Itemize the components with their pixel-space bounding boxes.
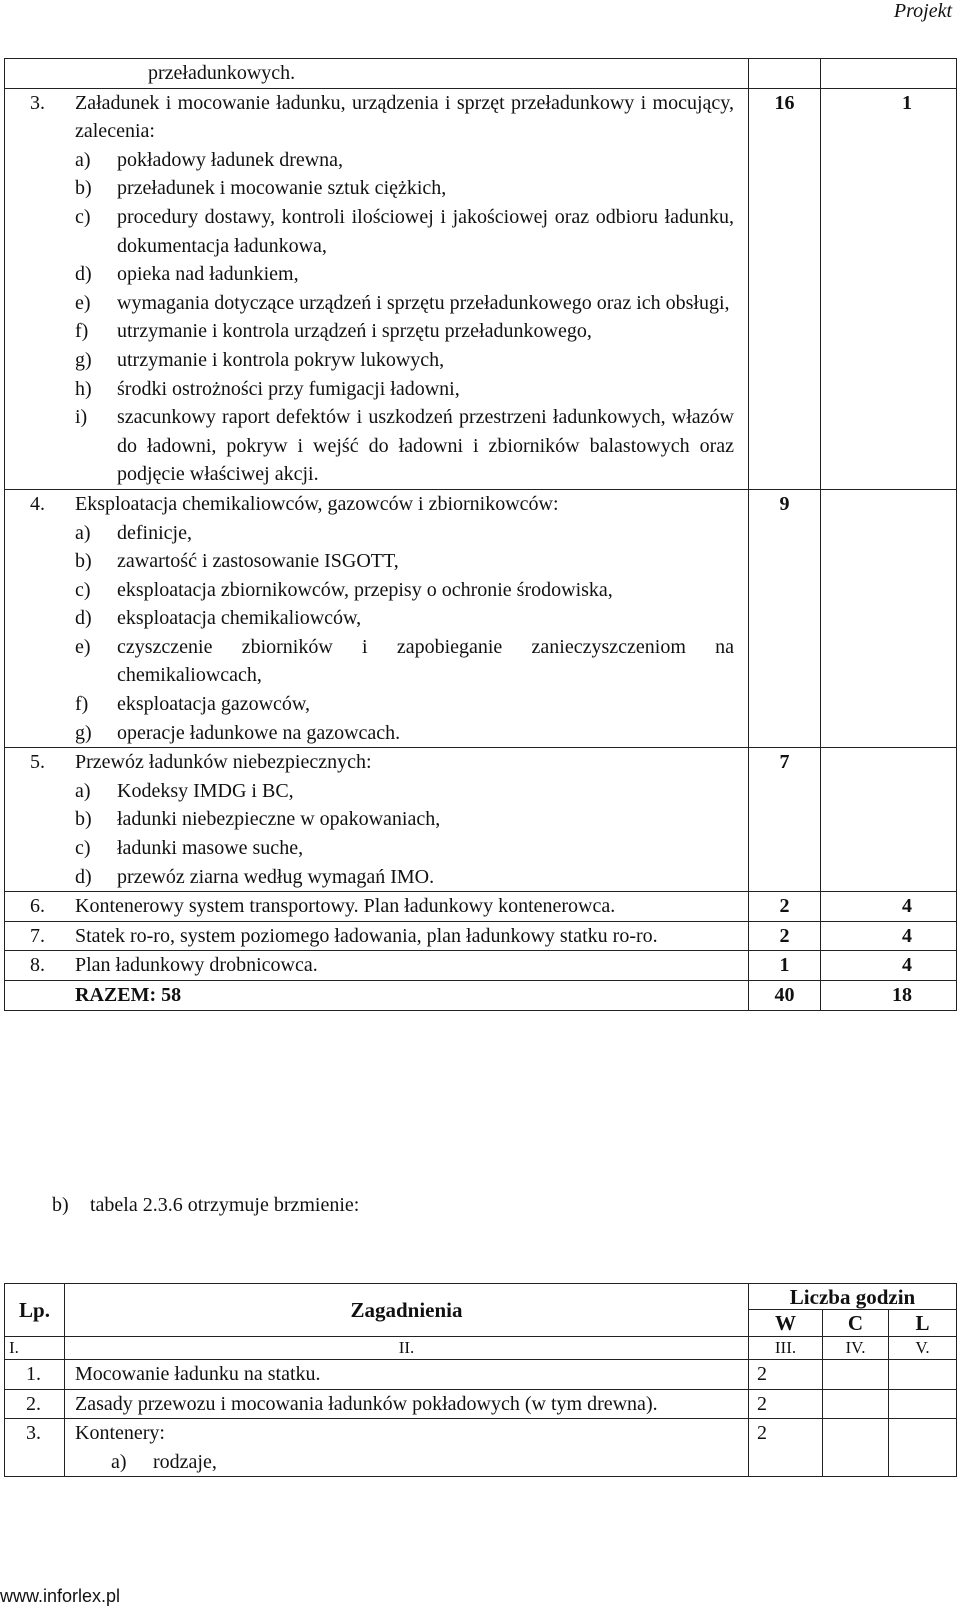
topic-cell [65,1419,749,1477]
subtopic-letter: g) [75,721,92,744]
lp-header: Lp. [5,1284,65,1337]
roman-col-4: IV. [823,1337,889,1360]
table-row [5,1360,957,1390]
topic-content [5,892,748,921]
topic-cell [65,1389,749,1419]
subtopic-letter: e) [75,635,91,658]
subtopic-item [75,289,734,318]
paragraph-marker: b) [52,1194,69,1216]
topic-cell [5,489,749,747]
hours-c-cell: 4 [821,921,957,951]
topic-title: Przewóz ładunków niebezpiecznych: [75,751,372,774]
hours-w-cell: 9 [749,489,821,747]
total-row [5,981,957,1011]
hours-c-cell [823,1419,889,1477]
intro-text: przeładunkowych. [148,62,296,84]
subtopic-letter: b) [75,550,92,573]
hours-c-cell: 4 [821,951,957,981]
hours-w-cell: 16 [749,88,821,489]
intro-w-cell [749,59,821,89]
subtopic-text: utrzymanie i kontrola pokryw lukowych, [117,348,445,371]
paragraph-text: tabela 2.3.6 otrzymuje brzmienie: [90,1194,360,1216]
subtopic-letter: f) [75,693,89,716]
amendment-paragraph [52,1194,359,1217]
subtopic-text: ładunki niebezpieczne w opakowaniach, [117,808,441,831]
subtopic-item [75,834,734,863]
table-row [5,1389,957,1419]
hours-l-cell [889,1419,957,1477]
subtopic-letter: i) [75,406,88,429]
subtopic-letter: f) [75,320,89,343]
subtopic-item [75,863,734,892]
topic-title: Załadunek i mocowanie ładunku, urządzenia i sprzęt przeładunkowy i mocujący, zalecenia: [75,91,734,143]
topic-title: Plan ładunkowy drobnicowca. [75,954,318,977]
subtopic-item [75,519,734,548]
page-header-label: Projekt [893,0,952,22]
roman-col-3: III. [749,1337,823,1360]
subtopic-item [75,146,734,175]
subtopic-letter: a) [75,521,91,544]
table-header-row [5,1284,957,1310]
subtopic-letter: c) [75,205,91,228]
topic-content [5,951,748,980]
subtopic-text: ładunki masowe suche, [117,837,304,860]
hours-c-cell [821,748,957,892]
subtopic-text: opieka nad ładunkiem, [117,263,299,286]
table-row [5,892,957,922]
subtopic-letter: h) [75,377,92,400]
row-number: 7. [30,924,45,947]
subtopic-letter: b) [75,808,92,831]
subtopic-item [75,690,734,719]
subtopic-letter: d) [75,607,92,630]
subtopic-letter: g) [75,348,92,371]
roman-col-1: I. [5,1337,65,1360]
topic-text: Mocowanie ładunku na statku. [75,1363,321,1385]
table-row-intro [5,59,957,89]
row-number: 1. [5,1360,65,1390]
hours-c-cell: 1 [821,88,957,489]
subtopic-item [75,719,734,748]
subtopic-item [75,260,734,289]
subtopic-text: eksploatacja zbiornikowców, przepisy o ochronie środowiska, [117,578,613,601]
intro-cell [5,59,749,89]
topic-content [5,89,748,489]
total-label-cell [5,981,749,1011]
subtopic-letter: a) [111,1450,127,1473]
table-row [5,748,957,892]
topic-title: Statek ro-ro, system poziomego ładowania, plan ładunkowy statku ro-ro. [75,924,658,947]
total-c: 18 [821,981,957,1011]
subtopic-letter: b) [75,177,92,200]
hours-w-cell: 2 [749,892,821,922]
curriculum-table-continued [4,58,957,1011]
table-row [5,88,957,489]
row-number: 5. [30,751,45,774]
hours-w-header: W [749,1310,823,1337]
table-row [5,921,957,951]
subtopic-text: czyszczenie zbiorników i zapobieganie zanieczyszczeniom na chemikaliowcach, [117,635,734,687]
subtopic-item [75,633,734,690]
subtopic-text: utrzymanie i kontrola urządzeń i sprzętu przeładunkowego, [117,320,592,343]
subtopic-item [75,403,734,489]
hours-c-cell: 4 [821,892,957,922]
subtopic-text: definicje, [117,521,192,544]
subtopic-item [75,576,734,605]
roman-numeral-row [5,1337,957,1360]
table-2-3-6-body [5,1284,957,1477]
topic-content [5,748,748,891]
row-number: 3. [30,91,45,114]
subtopic-letter: d) [75,263,92,286]
hours-c-header: C [823,1310,889,1337]
subtopic-text: rodzaje, [153,1450,217,1473]
topic-cell [65,1360,749,1390]
subtopic-item [111,1448,734,1477]
topic-title: Eksploatacja chemikaliowców, gazowców i zbiornikowców: [75,492,559,515]
subtopic-text: środki ostrożności przy fumigacji ładowni, [117,377,460,400]
intro-c-cell [821,59,957,89]
hours-w-cell: 1 [749,951,821,981]
row-number: 3. [5,1419,65,1477]
subtopic-item [75,317,734,346]
subtopic-item [75,203,734,260]
hours-c-cell [823,1360,889,1390]
hours-l-cell [889,1389,957,1419]
subtopic-text: przewóz ziarna według wymagań IMO. [117,865,435,888]
subtopic-text: eksploatacja gazowców, [117,693,311,716]
subtopic-item [75,604,734,633]
subtopic-item [75,346,734,375]
topic-cell [5,892,749,922]
topic-cell [5,921,749,951]
row-number: 8. [30,954,45,977]
hours-w-cell: 2 [749,1360,823,1390]
hours-w-cell: 2 [749,1419,823,1477]
subtopic-text: pokładowy ładunek drewna, [117,148,344,171]
topic-cell [5,951,749,981]
table-row [5,1419,957,1477]
hours-l-header: L [889,1310,957,1337]
subtopic-item [75,777,734,806]
table-row [5,489,957,747]
topic-cell [5,88,749,489]
subtopic-letter: c) [75,578,91,601]
subtopic-item [75,375,734,404]
topic-text: Kontenery: [75,1422,165,1445]
hours-w-cell: 2 [749,1389,823,1419]
footer-url: www.inforlex.pl [0,1586,121,1606]
roman-col-5: V. [889,1337,957,1360]
subtopic-letter: a) [75,148,91,171]
subtopic-text: eksploatacja chemikaliowców, [117,607,362,630]
hours-c-cell [821,489,957,747]
subtopic-text: procedury dostawy, kontroli ilościowej i jakościowej oraz odbioru ładunku, dokumentacja ładunkowa, [117,205,734,257]
topic-content [5,922,748,951]
subtopic-letter: c) [75,837,91,860]
row-number: 4. [30,492,45,515]
row-number: 2. [5,1389,65,1419]
subtopic-text: Kodeksy IMDG i BC, [117,779,294,802]
hours-w-cell: 2 [749,921,821,951]
subtopic-text: wymagania dotyczące urządzeń i sprzętu przeładunkowego oraz ich obsługi, [117,291,730,314]
subtopic-text: operacje ładunkowe na gazowcach. [117,721,401,744]
row-number: 6. [30,895,45,918]
topics-header: Zagadnienia [65,1284,749,1337]
subtopic-item [75,547,734,576]
subtopic-letter: a) [75,779,91,802]
total-label: RAZEM: 58 [75,984,182,1006]
subtopic-item [75,805,734,834]
table-2-3-6 [4,1283,957,1477]
topic-content [5,490,748,747]
subtopic-text: zawartość i zastosowanie ISGOTT, [117,550,399,573]
curriculum-table-body [5,59,957,1011]
hours-w-cell: 7 [749,748,821,892]
subtopic-item [75,174,734,203]
subtopic-text: przeładunek i mocowanie sztuk ciężkich, [117,177,447,200]
table-row [5,951,957,981]
topic-cell [5,748,749,892]
hours-c-cell [823,1389,889,1419]
total-w: 40 [749,981,821,1011]
roman-col-2: II. [65,1337,749,1360]
hours-header: Liczba godzin [749,1284,957,1310]
subtopic-text: szacunkowy raport defektów i uszkodzeń przestrzeni ładunkowych, włazów do ładowni, pokryw i wejść do ładowni i zbiorników balastowych oraz podjęcie właściwej akcji. [117,406,734,486]
hours-l-cell [889,1360,957,1390]
topic-text: Zasady przewozu i mocowania ładunków pokładowych (w tym drewna). [75,1392,658,1415]
topic-title: Kontenerowy system transportowy. Plan ładunkowy kontenerowca. [75,895,616,918]
subtopic-letter: d) [75,865,92,888]
subtopic-letter: e) [75,291,91,314]
